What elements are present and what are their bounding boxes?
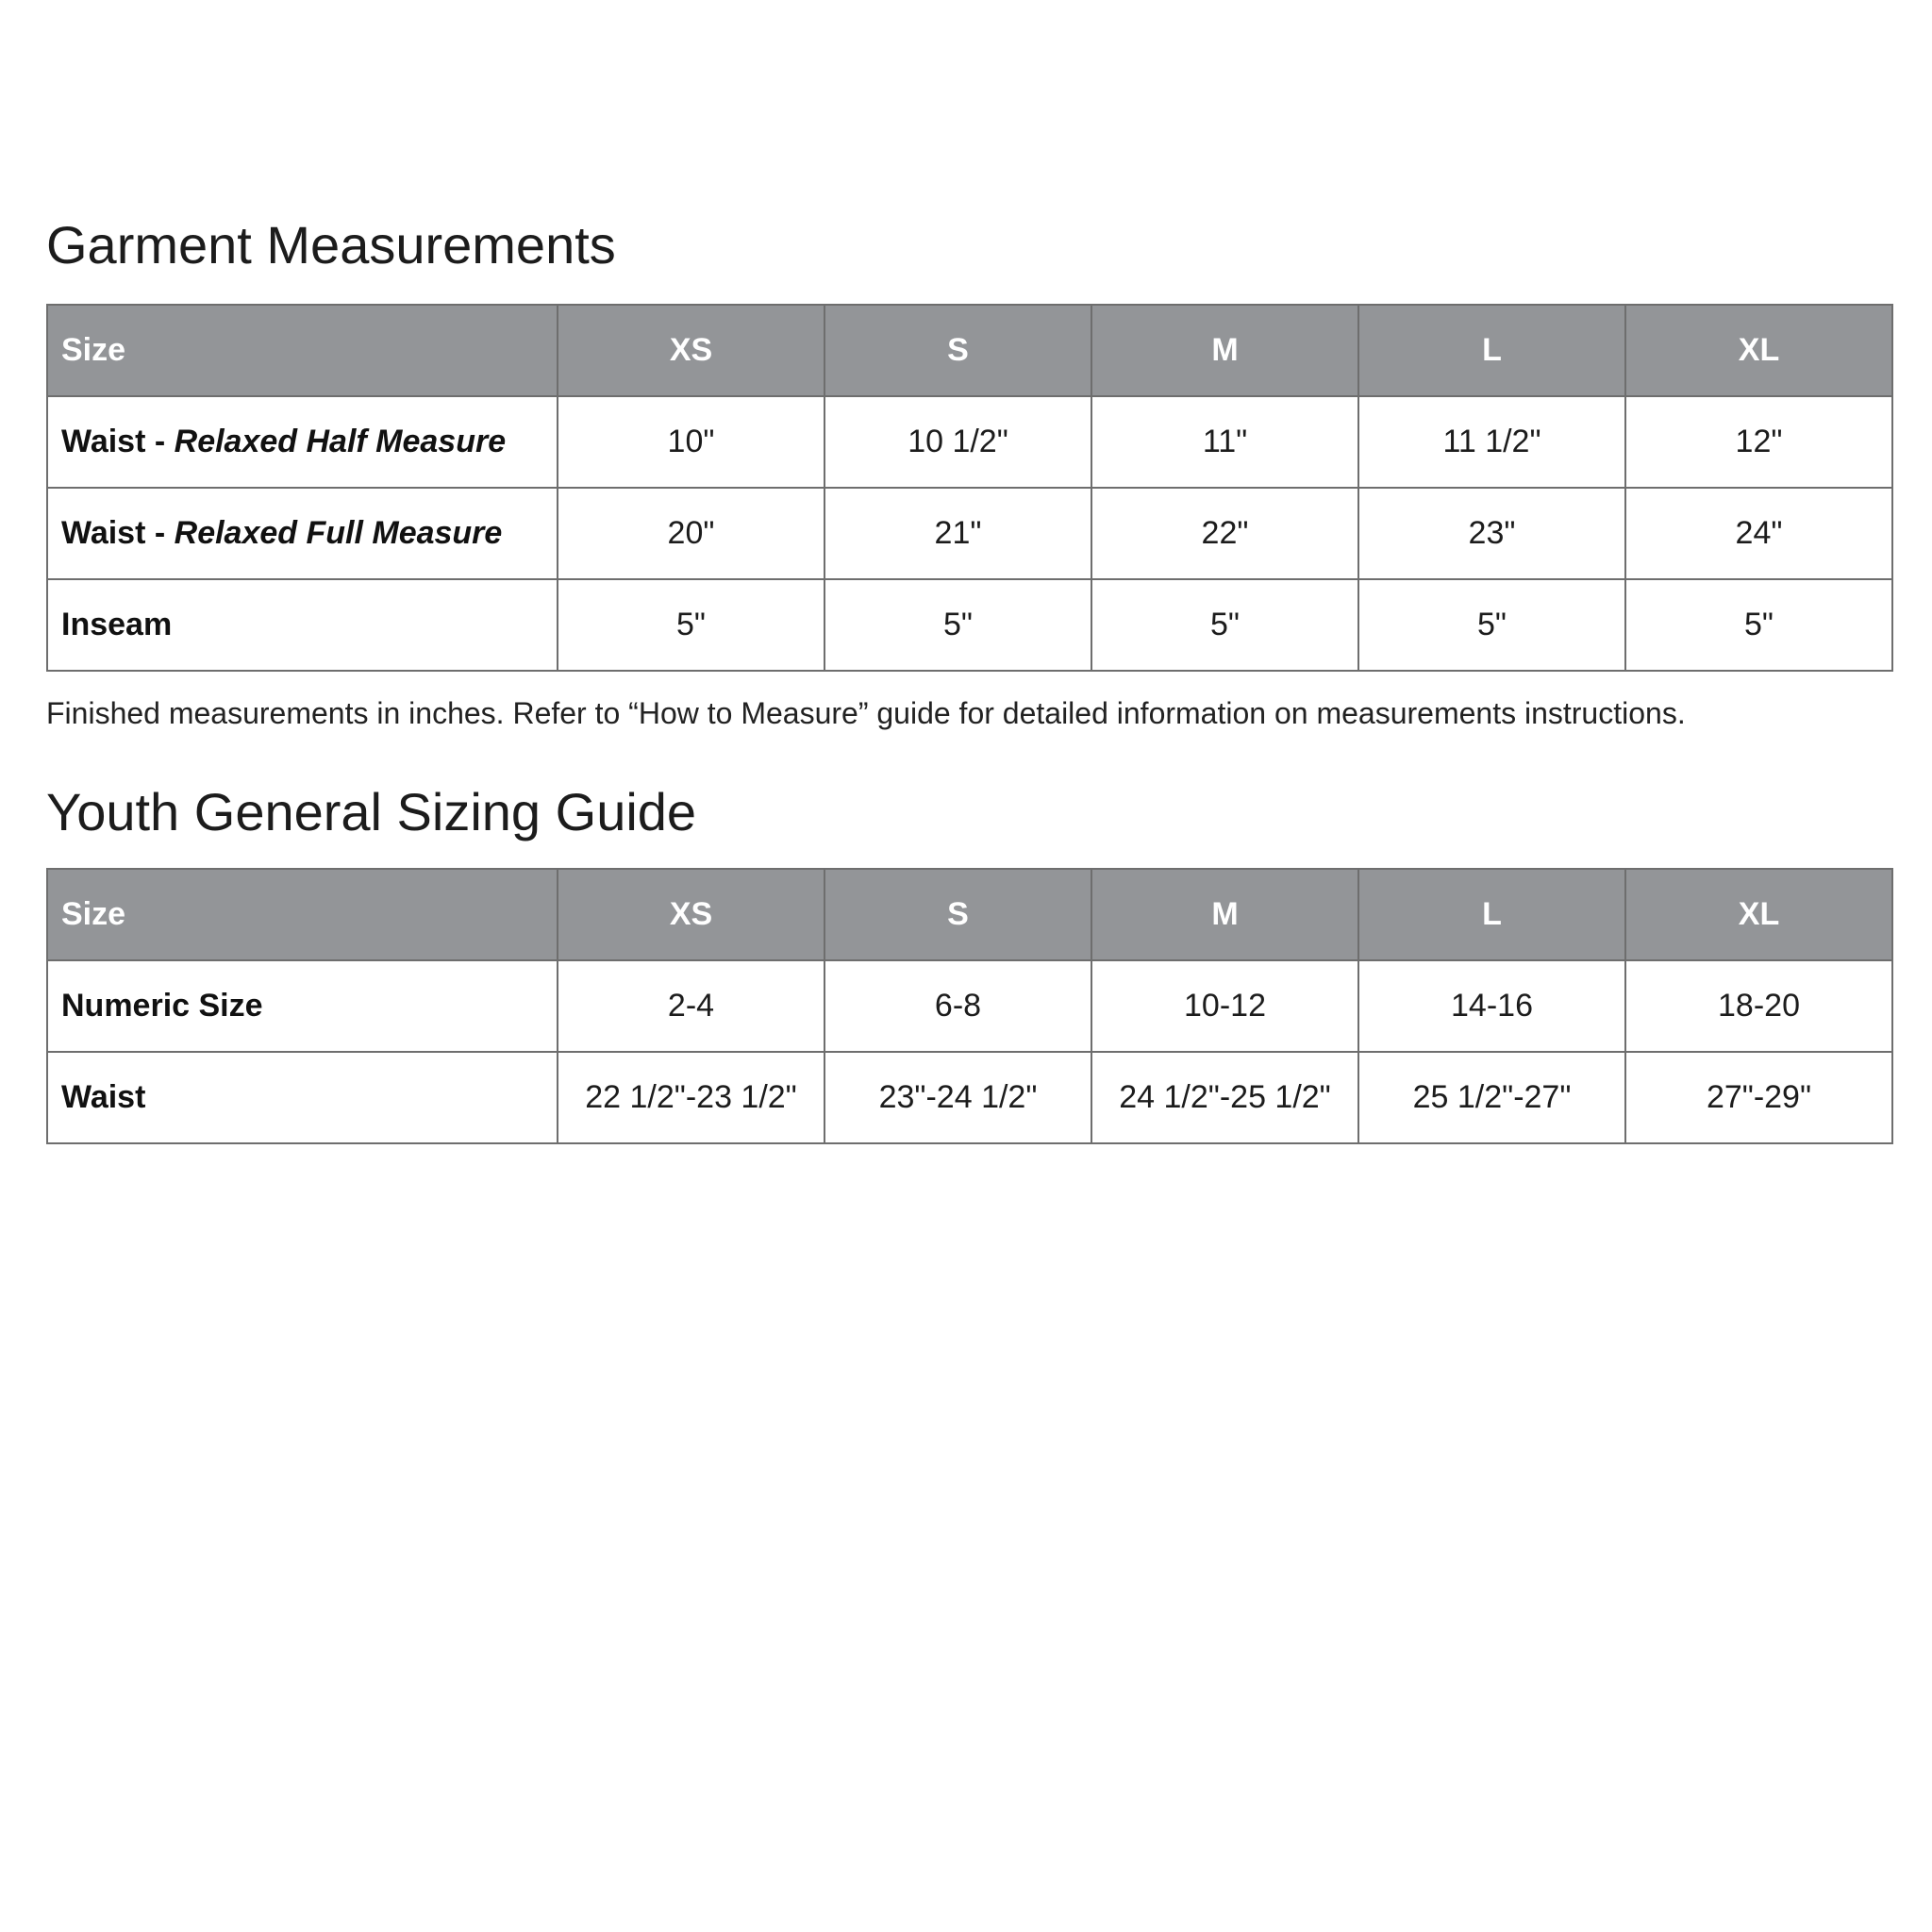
table-cell: 5" — [558, 579, 824, 671]
row-label-italic: Relaxed Full Measure — [174, 515, 503, 551]
row-label — [47, 396, 558, 488]
header-cell: S — [824, 305, 1091, 396]
table-cell: 24" — [1625, 488, 1892, 579]
youth-sizing-table — [46, 868, 1893, 1144]
row-label-text: Waist — [61, 1079, 146, 1115]
table-cell: 14-16 — [1358, 960, 1625, 1052]
row-label — [47, 960, 558, 1052]
header-cell: M — [1091, 305, 1358, 396]
table-header-row — [47, 869, 1892, 960]
row-label-text: Waist - — [61, 515, 175, 551]
garment-measurements-title: Garment Measurements — [46, 215, 616, 275]
table-cell: 12" — [1625, 396, 1892, 488]
row-label-text: Waist - — [61, 424, 175, 459]
measurements-note: Finished measurements in inches. Refer to “How to Measure” guide for detailed information on measurements instructions. — [46, 696, 1686, 730]
table-cell: 25 1/2"-27" — [1358, 1052, 1625, 1143]
table-header-row — [47, 305, 1892, 396]
header-cell: L — [1358, 869, 1625, 960]
row-label — [47, 579, 558, 671]
header-cell: XS — [558, 305, 824, 396]
youth-sizing-title: Youth General Sizing Guide — [46, 782, 697, 841]
table-cell: 5" — [1358, 579, 1625, 671]
table-cell: 23" — [1358, 488, 1625, 579]
table-cell: 10-12 — [1091, 960, 1358, 1052]
row-label — [47, 488, 558, 579]
row-label-italic: Relaxed Half Measure — [174, 424, 507, 459]
table-cell: 2-4 — [558, 960, 824, 1052]
table-row — [47, 579, 1892, 671]
header-cell: L — [1358, 305, 1625, 396]
table-cell: 20" — [558, 488, 824, 579]
header-cell: S — [824, 869, 1091, 960]
table-cell: 11 1/2" — [1358, 396, 1625, 488]
table-cell: 22" — [1091, 488, 1358, 579]
table-cell: 5" — [1091, 579, 1358, 671]
row-label — [47, 1052, 558, 1143]
header-cell: Size — [47, 869, 558, 960]
table-row — [47, 960, 1892, 1052]
table-row — [47, 1052, 1892, 1143]
row-label-text: Inseam — [61, 607, 173, 642]
table-cell: 5" — [824, 579, 1091, 671]
table-cell: 5" — [1625, 579, 1892, 671]
table-cell: 22 1/2"-23 1/2" — [558, 1052, 824, 1143]
table-cell: 11" — [1091, 396, 1358, 488]
header-cell: XS — [558, 869, 824, 960]
table-row — [47, 396, 1892, 488]
header-cell: M — [1091, 869, 1358, 960]
header-cell: Size — [47, 305, 558, 396]
table-cell: 10 1/2" — [824, 396, 1091, 488]
table-cell: 6-8 — [824, 960, 1091, 1052]
table-cell: 24 1/2"-25 1/2" — [1091, 1052, 1358, 1143]
table-cell: 21" — [824, 488, 1091, 579]
table-cell: 10" — [558, 396, 824, 488]
header-cell: XL — [1625, 305, 1892, 396]
table-cell: 18-20 — [1625, 960, 1892, 1052]
table-cell: 23"-24 1/2" — [824, 1052, 1091, 1143]
row-label-text: Numeric Size — [61, 988, 263, 1024]
table-row — [47, 488, 1892, 579]
table-cell: 27"-29" — [1625, 1052, 1892, 1143]
garment-measurements-table — [46, 304, 1893, 672]
header-cell: XL — [1625, 869, 1892, 960]
